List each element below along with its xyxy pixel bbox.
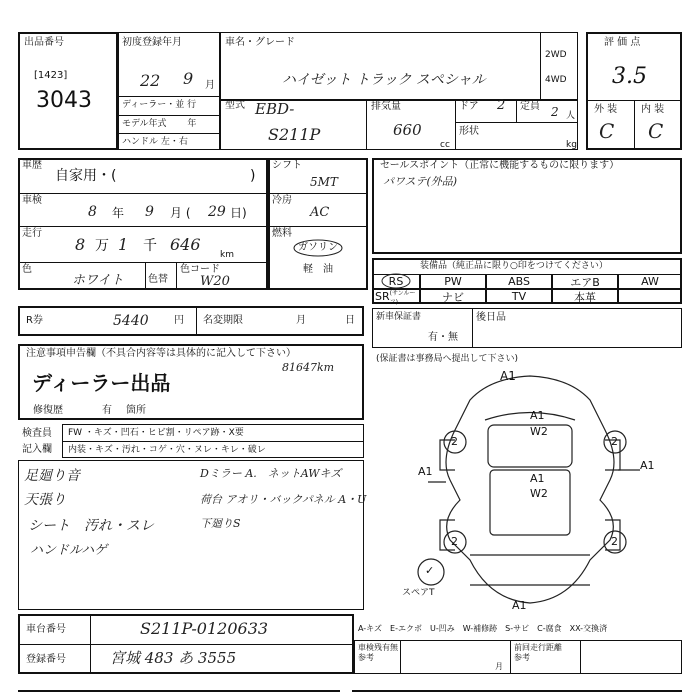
interior-label: 内 装 (641, 104, 665, 115)
footer-reg-label-1: 車検残有無 (358, 643, 398, 652)
model-year-label: モデル年式 年 (122, 119, 197, 129)
notes-title: 注意事項申告欄（不具合内容等は具体的に記入して下さい） (26, 348, 296, 359)
name-change-day: 日 (345, 315, 355, 326)
trim-color-label: 色替 (148, 274, 168, 285)
inspection-day: 29 (208, 204, 226, 220)
divider (118, 96, 220, 97)
divider (176, 262, 177, 290)
sales-point-box (372, 158, 682, 254)
notes-mileage: 81647km (282, 361, 335, 374)
dealer-label: ディーラー・並 行 (122, 100, 197, 110)
shift-label: シフト (272, 160, 302, 171)
fuel-gasoline: ガソリン (298, 242, 338, 253)
divider (634, 100, 635, 150)
divider (516, 100, 517, 122)
recycle-value: 5440 (113, 313, 149, 329)
mileage-rest: 646 (170, 235, 201, 254)
mark-w2-roof: W2 (530, 487, 548, 500)
drive-2wd: 2WD (545, 50, 567, 60)
model-name: ハイゼット トラック スペシャル (282, 72, 486, 88)
inspector-label: 検査員 (22, 428, 52, 439)
history-value: 自家用・( (55, 168, 117, 184)
mark-w2-hood: W2 (530, 425, 548, 438)
drive-4wd: 4WD (545, 75, 567, 85)
color-code-value: W20 (200, 274, 230, 289)
equipment-sr-label: SR (375, 290, 390, 303)
divider (196, 306, 197, 336)
chassis-label: 車台番号 (26, 624, 66, 635)
divider (540, 32, 541, 100)
capacity-unit: 人 (566, 111, 576, 121)
inspection-year-unit: 年 (112, 206, 125, 220)
divider (400, 640, 401, 674)
divider (90, 614, 91, 674)
plate-label: 登録番号 (26, 654, 66, 665)
fuel-diesel: 軽 油 (303, 264, 333, 275)
divider (18, 226, 268, 227)
note-right-3: 下廻りS (200, 517, 241, 530)
divider (118, 133, 220, 134)
equipment-tv: TV (486, 289, 552, 304)
mark-a1-top: A1 (500, 369, 516, 383)
history-close: ) (250, 168, 256, 184)
note-right-1: Dミラー A. ネットAWキズ (200, 467, 342, 480)
new-car-warranty-label: 新車保証書 (376, 312, 422, 322)
inspection-label: 車検 (22, 195, 42, 206)
aircon-label: 冷房 (272, 195, 292, 206)
sales-point-value: パワステ(外品) (383, 175, 458, 188)
equipment-title: 装備品（純正品に限り○印をつけてください） (420, 261, 608, 271)
footer-ref: 参考 (514, 653, 530, 662)
diagram-legend: A-キズ E-エクボ U-凹み W-補修跡 S-サビ C-腐食 XX-交換済 (358, 624, 608, 633)
equipment-sr-sub: (サンルーフ) (389, 289, 416, 306)
divider (62, 441, 364, 442)
type-prefix: EBD- (255, 100, 295, 118)
bottom-rule (352, 690, 682, 692)
note-left-2: 天張り (24, 492, 66, 508)
type-code: S211P (268, 125, 321, 144)
chassis-value: S211P-0120633 (140, 619, 269, 638)
plate-value: 宮城 483 あ 3555 (110, 649, 237, 667)
equipment-abs: ABS (486, 274, 552, 289)
first-reg-year: 22 (140, 71, 161, 90)
shape-unit: kg (566, 140, 577, 150)
mileage-10k: 8 (75, 235, 86, 254)
repair-label: 修復歴 (33, 405, 63, 416)
capacity-value: 2 (551, 105, 559, 119)
first-reg-label: 初度登録年月 (122, 37, 182, 48)
recycle-label: R券 (26, 315, 43, 326)
first-reg-month-unit: 月 (205, 80, 215, 91)
warranty-yes-no: 有・無 (428, 332, 458, 343)
equipment-rs: RS (372, 274, 420, 289)
mileage-unit: km (220, 250, 234, 260)
footer-month: 月 (495, 662, 503, 671)
mark-a1-hood: A1 (530, 409, 545, 422)
shift-value: 5MT (310, 175, 338, 189)
inspection-year: 8 (88, 204, 97, 220)
capacity-label: 定員 (520, 101, 540, 112)
note-right-2: 荷台 アオリ・バックパネル A・U (200, 493, 367, 506)
spare-mark: ✓ (425, 564, 435, 577)
lot-label: 出品番号 (24, 37, 64, 48)
inspection-close: 日) (230, 206, 247, 220)
divider (366, 100, 367, 150)
history-label: 車歴 (22, 160, 42, 171)
divider (268, 193, 368, 194)
footer-reg-label-2: 参考 (358, 653, 374, 662)
mark-a1-right: A1 (640, 459, 655, 472)
divider (118, 115, 220, 116)
recycle-box (18, 306, 364, 336)
exterior-value: C (599, 119, 615, 143)
equipment-empty (618, 289, 682, 304)
interior-value: C (648, 119, 664, 143)
divider (18, 193, 268, 194)
lot-number: 3043 (36, 88, 92, 113)
divider (472, 308, 473, 348)
name-change-label: 名変期限 (203, 315, 243, 326)
divider (18, 262, 268, 263)
divider (455, 122, 578, 123)
equipment-sr (372, 289, 420, 304)
equipment-pw: PW (420, 274, 486, 289)
equipment-leather: 本革 (552, 289, 618, 304)
repair-close: 箇所 (126, 405, 146, 416)
first-reg-month: 9 (183, 69, 194, 88)
tire-front-left: 2 (451, 435, 458, 448)
displacement-unit: cc (440, 140, 450, 150)
handle-label: ハンドル 左・右 (122, 137, 188, 147)
color-label: 色 (22, 264, 32, 275)
after-item-label: 後日品 (476, 312, 506, 323)
displacement-label: 排気量 (371, 101, 401, 112)
divider (18, 644, 354, 645)
doors-label: ドア (459, 101, 479, 112)
note-left-4: ハンドルハゲ (30, 543, 108, 558)
note-left-3: シート 汚れ・スレ (28, 518, 154, 534)
notes-entry-label: 記入欄 (22, 444, 52, 455)
mileage-label: 走行 (22, 228, 42, 239)
aircon-value: AC (310, 205, 330, 220)
spare-label: スペアT (402, 588, 435, 598)
color-value: ホワイト (72, 273, 124, 288)
inspection-month-unit: 月 ( (170, 206, 191, 220)
lot-bracket: [1423] (34, 70, 68, 81)
tire-rear-left: 2 (451, 535, 458, 548)
repair-value: 有 (102, 405, 112, 416)
bottom-rule (18, 690, 340, 692)
equipment-aw: AW (618, 274, 682, 289)
shape-label: 形状 (459, 126, 479, 137)
divider (580, 640, 581, 674)
equipment-airbag: エアB (552, 274, 618, 289)
exterior-label: 外 装 (594, 104, 618, 115)
equipment-navi: ナビ (420, 289, 486, 304)
name-change-month: 月 (296, 315, 306, 326)
mark-a1-roof: A1 (530, 472, 545, 485)
tire-front-right: 2 (611, 435, 618, 448)
note-left-1: 足廻り音 (24, 468, 80, 484)
divider (145, 262, 146, 290)
divider (510, 640, 511, 674)
tire-rear-right: 2 (611, 535, 618, 548)
displacement-value: 660 (393, 121, 422, 139)
color-code-label: 色コード (180, 264, 220, 275)
divider (268, 226, 368, 227)
doors-value: 2 (497, 98, 506, 113)
fuel-label: 燃料 (272, 228, 292, 239)
inspector-row-1: FW ・キズ・凹石・ヒビ割・リペア跡・X要 (68, 428, 244, 438)
type-label: 型式 (225, 100, 245, 111)
inspection-month: 9 (145, 204, 154, 220)
warranty-note: (保証書は事務局へ提出して下さい) (376, 354, 519, 364)
mileage-1k-unit: 千 (143, 238, 157, 254)
mileage-1: 1 (118, 235, 129, 254)
mileage-10k-unit: 万 (95, 238, 109, 254)
mark-a1-left: A1 (418, 465, 433, 478)
sales-point-title: セールスポイント（正常に機能するものに限ります） (380, 160, 620, 171)
inspector-row-2: 内装・キズ・汚れ・コゲ・穴・ヌレ・キレ・破レ (68, 445, 266, 455)
mark-a1-bottom: A1 (512, 599, 527, 612)
divider (455, 100, 456, 150)
dealer-stamp: ディーラー出品 (32, 371, 171, 395)
footer-mid-label: 前回走行距離 (514, 643, 562, 652)
recycle-unit: 円 (174, 315, 184, 326)
model-label: 車名・グレード (225, 37, 295, 48)
grade-value: 3.5 (612, 64, 647, 89)
grade-label: 評 価 点 (604, 37, 641, 48)
